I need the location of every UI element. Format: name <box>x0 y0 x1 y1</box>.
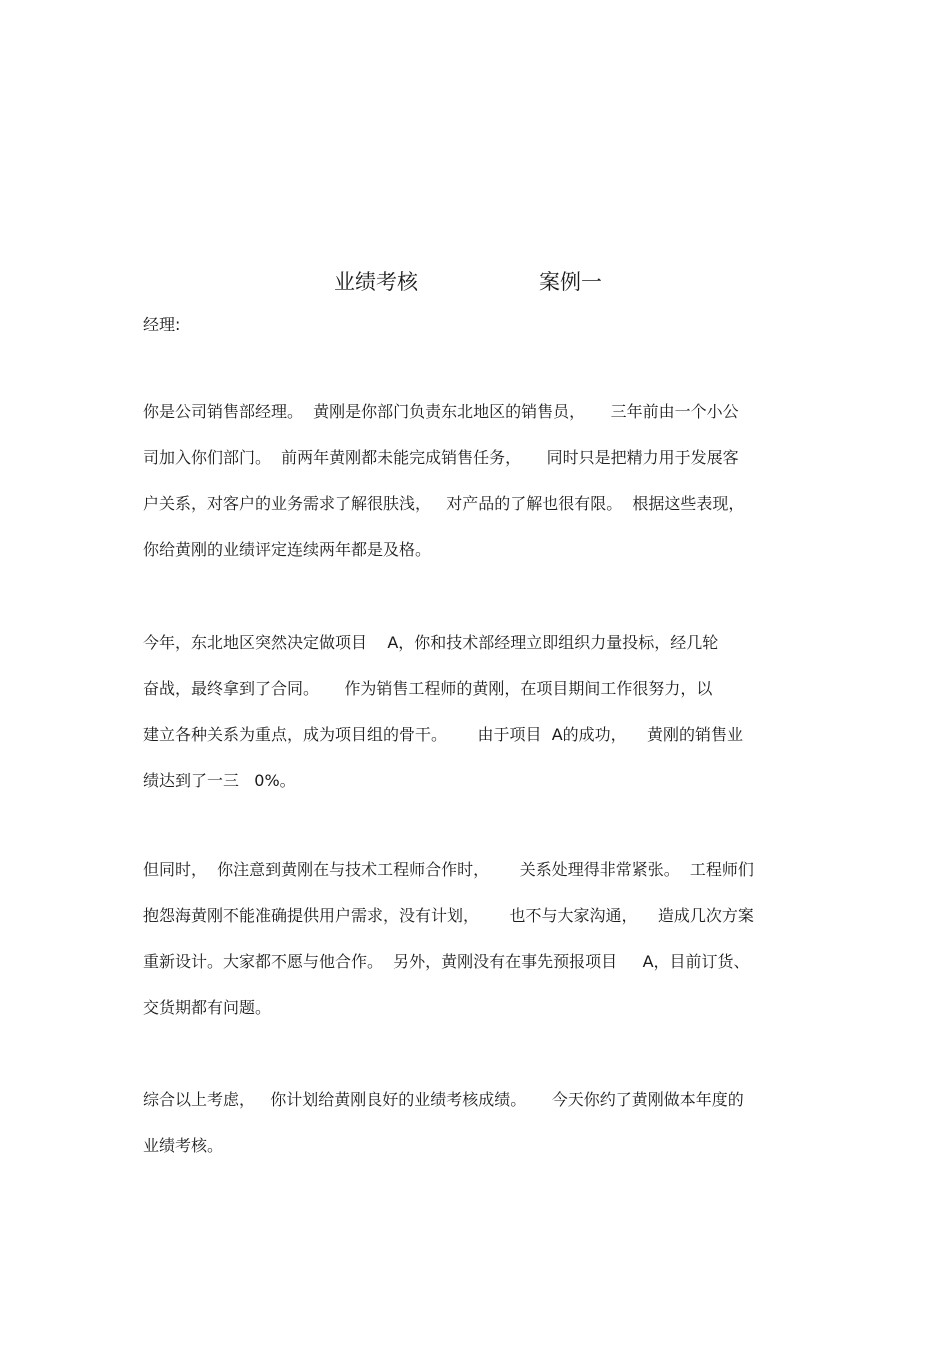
document-title <box>0 266 950 298</box>
paragraph-line: 抱怨海黄刚不能准确提供用户需求，没有计划， 也不与大家沟通， 造成几次方案 <box>143 906 754 925</box>
title-main: 业绩考核 <box>334 270 418 294</box>
salutation: 经理: <box>143 315 181 334</box>
paragraph-line: 你是公司销售部经理。 黄刚是你部门负责东北地区的销售员， 三年前由一个小公 <box>143 402 739 421</box>
paragraph-line: 业绩考核。 <box>143 1136 224 1155</box>
paragraph-line: 综合以上考虑， 你计划给黄刚良好的业绩考核成绩。 今天你约了黄刚做本年度的 <box>143 1090 744 1109</box>
paragraph-line: 绩达到了一三 0%。 <box>143 771 296 790</box>
paragraph-line: 交货期都有问题。 <box>143 998 272 1017</box>
paragraph-line: 你给黄刚的业绩评定连续两年都是及格。 <box>143 540 432 559</box>
paragraph-line: 户关系，对客户的业务需求了解很肤浅， 对产品的了解也很有限。 根据这些表现， <box>143 494 745 513</box>
paragraph-line: 建立各种关系为重点，成为项目组的骨干。 由于项目 A的成功， 黄刚的销售业 <box>143 725 743 744</box>
paragraph-line: 司加入你们部门。 前两年黄刚都未能完成销售任务， 同时只是把精力用于发展客 <box>143 448 739 467</box>
paragraph-line: 奋战，最终拿到了合同。 作为销售工程师的黄刚，在项目期间工作很努力，以 <box>143 679 713 698</box>
paragraph-line: 今年，东北地区突然决定做项目 A，你和技术部经理立即组织力量投标，经几轮 <box>143 633 719 652</box>
paragraph-line: 但同时， 你注意到黄刚在与技术工程师合作时， 关系处理得非常紧张。 工程师们 <box>143 860 754 879</box>
title-case-label: 案例一 <box>539 270 602 294</box>
paragraph-line: 重新设计。大家都不愿与他合作。 另外，黄刚没有在事先预报项目 A，目前订货、 <box>143 952 750 971</box>
